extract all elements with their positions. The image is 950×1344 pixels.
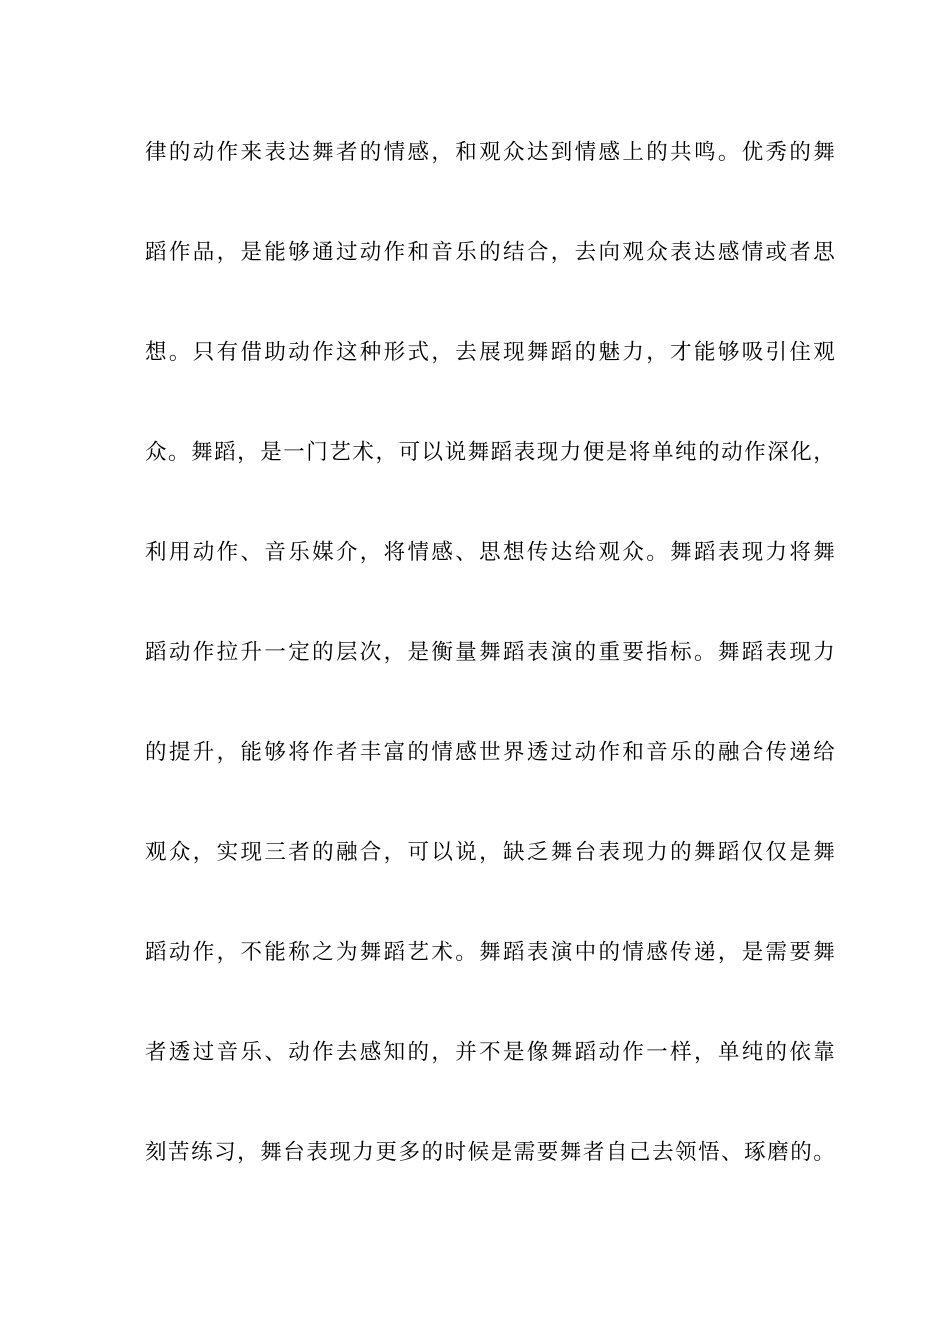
body-paragraph: [145, 131, 835, 1231]
text-line: 蹈作品，是能够通过动作和音乐的结合，去向观众表达感情或者思: [145, 240, 835, 265]
text-line: 蹈动作，不能称之为舞蹈艺术。舞蹈表演中的情感传递，是需要舞: [145, 940, 835, 965]
text-line: 者透过音乐、动作去感知的，并不是像舞蹈动作一样，单纯的依靠: [145, 1040, 835, 1065]
text-line: 蹈动作拉升一定的层次，是衡量舞蹈表演的重要指标。舞蹈表现力: [145, 640, 835, 665]
text-line: 利用动作、音乐媒介，将情感、思想传达给观众。舞蹈表现力将舞: [145, 540, 835, 565]
text-line: 律的动作来表达舞者的情感，和观众达到情感上的共鸣。优秀的舞: [145, 140, 835, 165]
text-line: 刻苦练习，舞台表现力更多的时候是需要舞者自己去领悟、琢磨的。: [145, 1140, 835, 1165]
text-line: 众。舞蹈，是一门艺术，可以说舞蹈表现力便是将单纯的动作深化，: [145, 440, 835, 465]
text-line: 想。只有借助动作这种形式，去展现舞蹈的魅力，才能够吸引住观: [145, 340, 835, 365]
text-line: 的提升，能够将作者丰富的情感世界透过动作和音乐的融合传递给: [145, 740, 835, 765]
text-line: 观众，实现三者的融合，可以说，缺乏舞台表现力的舞蹈仅仅是舞: [145, 840, 835, 865]
